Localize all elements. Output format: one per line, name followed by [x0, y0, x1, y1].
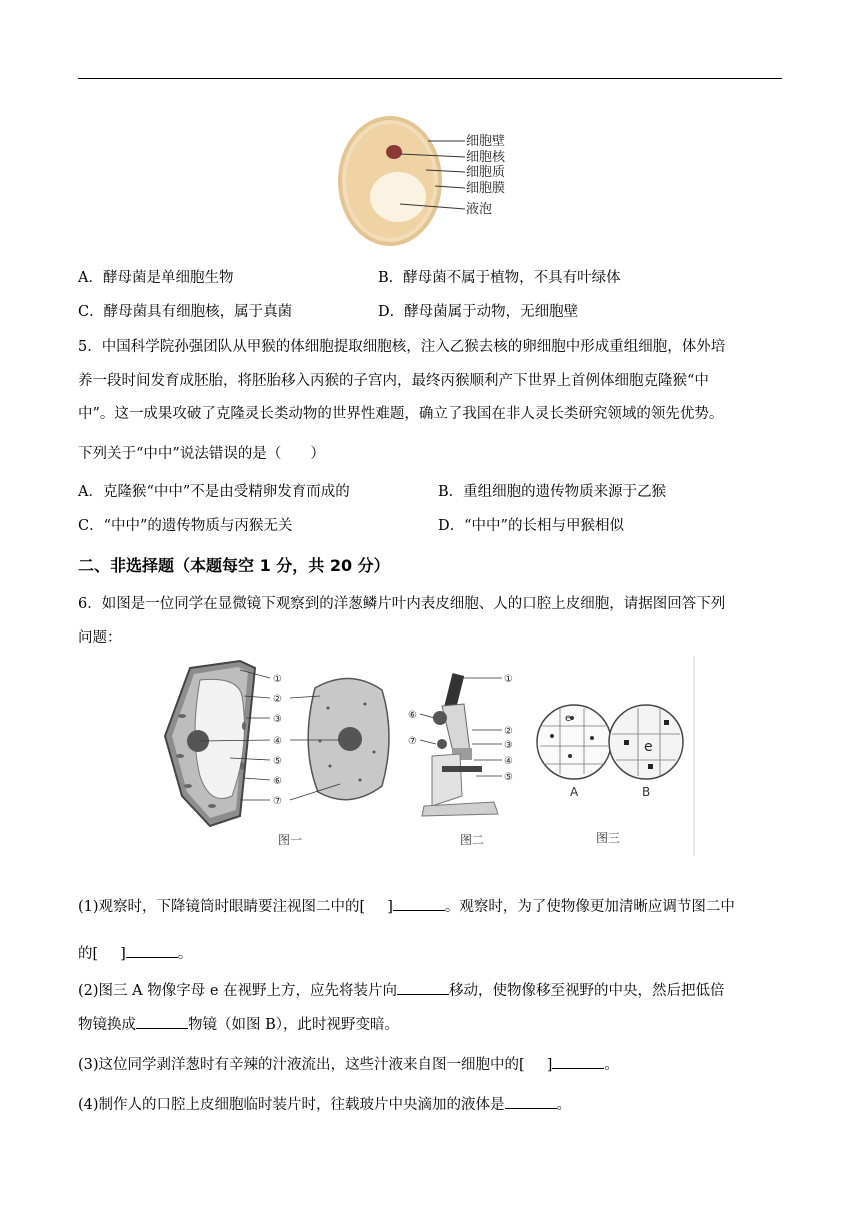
q4-option-d: D．酵母菌属于动物，无细胞壁 — [378, 304, 579, 320]
q6-sub2-line-2 — [78, 1014, 399, 1035]
label-cell-wall: 细胞壁 — [466, 134, 506, 149]
microscope-diagram — [422, 673, 498, 816]
q6-sub2-line-1 — [78, 980, 725, 1001]
fig2-num-4: ④ — [504, 756, 513, 767]
q6-sub3-text-a: (3)这位同学剥洋葱时有辛辣的汁液流出，这些汁液来自图一细胞中的[ — [78, 1057, 525, 1073]
label-nucleus: 细胞核 — [466, 150, 506, 165]
q5-stem-line-1: 5．中国科学院孙强团队从甲猴的体细胞提取细胞核，注入乙猴去核的卵细胞中形成重组细胞，体外培 — [78, 339, 726, 355]
q4-option-b: B．酵母菌不属于植物，不具有叶绿体 — [378, 270, 621, 286]
q6-sub2-text-b: 移动，使物像移至视野的中央，然后把低倍 — [449, 983, 725, 999]
fig3-label-a: A — [570, 785, 579, 799]
fig1-num-6: ⑥ — [273, 776, 282, 787]
q5-option-c: C．“中中”的遗传物质与丙猴无关 — [78, 518, 293, 534]
header-rule — [78, 78, 782, 79]
q4-option-a: A．酵母菌是单细胞生物 — [78, 270, 234, 286]
q6-figures — [160, 656, 700, 856]
answer-blank[interactable] — [126, 943, 178, 958]
field-of-view-a — [537, 705, 611, 779]
q6-sub1-text-b: ] — [387, 899, 393, 915]
q5-option-b: B．重组细胞的遗传物质来源于乙猴 — [438, 484, 667, 500]
field-of-view-b — [609, 705, 683, 779]
fig1-num-2: ② — [273, 694, 282, 705]
fig1-num-5: ⑤ — [273, 756, 282, 767]
q6-sub1-text-d: 的[ — [78, 946, 99, 962]
fig3-caption: 图三 — [596, 831, 621, 845]
q6-sub4-text-b: 。 — [556, 1097, 572, 1113]
cheek-cell-diagram — [308, 678, 389, 799]
fig2-num-1: ① — [504, 674, 513, 685]
answer-blank[interactable] — [136, 1014, 188, 1029]
answer-blank[interactable] — [505, 1094, 557, 1109]
q6-sub3-text-b: ] — [546, 1057, 553, 1073]
q6-sub1-text-f: 。 — [177, 946, 193, 962]
fig1-num-7: ⑦ — [273, 796, 282, 807]
fig1-num-1: ① — [273, 674, 282, 685]
yeast-cell-figure — [330, 112, 540, 250]
q6-sub2-text-a: (2)图三 A 物像字母 e 在视野上方，应先将装片向 — [78, 983, 398, 999]
q6-sub3-text-c: 。 — [604, 1057, 619, 1073]
q5-stem-line-4: 下列关于“中中”说法错误的是（ ） — [78, 446, 325, 462]
q6-sub1-line-2 — [78, 943, 192, 964]
q5-stem-line-2: 养一段时间发育成胚胎，将胚胎移入丙猴的子宫内，最终丙猴顺利产下世界上首例体细胞克隆猴“中 — [78, 373, 709, 389]
fig2-num-5: ⑤ — [504, 772, 513, 783]
answer-blank[interactable] — [393, 896, 445, 911]
plant-cell-diagram — [165, 661, 255, 826]
q6-stem-line-2: 问题： — [78, 630, 122, 646]
fig3-label-b: B — [642, 785, 651, 799]
label-cell-membrane: 细胞膜 — [466, 181, 506, 196]
q6-sub2-text-c: 物镜换成 — [78, 1017, 136, 1033]
q6-sub4-line — [78, 1094, 571, 1115]
q6-sub1-text-c: 。观察时，为了使物像更加清晰应调节图二中 — [444, 899, 735, 915]
fig3-letter-a: e — [565, 713, 572, 724]
q6-sub2-text-d: 物镜（如图 B），此时视野变暗。 — [188, 1017, 400, 1033]
q6-sub1-text-e: ] — [120, 946, 126, 962]
q6-sub1-text-a: (1)观察时，下降镜筒时眼睛要注视图二中的[ — [78, 899, 366, 915]
q5-option-a: A．克隆猴“中中”不是由受精卵发育而成的 — [78, 484, 350, 500]
q4-option-c: C．酵母菌具有细胞核，属于真菌 — [78, 304, 293, 320]
fig2-num-3: ③ — [504, 740, 513, 751]
q6-stem-line-1: 6．如图是一位同学在显微镜下观察到的洋葱鳞片叶内表皮细胞、人的口腔上皮细胞，请据图回答下列 — [78, 596, 726, 612]
fig3-letter-b: e — [644, 739, 653, 755]
q5-stem-line-3: 中”。这一成果攻破了克隆灵长类动物的世界性难题，确立了我国在非人灵长类研究领域的领先优势。 — [78, 406, 724, 422]
section-heading: 二、非选择题（本题每空 1 分，共 20 分） — [78, 556, 390, 575]
q5-option-d: D．“中中”的长相与甲猴相似 — [438, 518, 624, 534]
q6-sub3-line — [78, 1054, 619, 1075]
fig2-num-2: ② — [504, 726, 513, 737]
fig2-num-7: ⑦ — [408, 736, 417, 747]
label-cytoplasm: 细胞质 — [466, 165, 506, 180]
fig1-num-3: ③ — [273, 714, 282, 725]
fig2-caption: 图二 — [460, 833, 485, 847]
answer-blank[interactable] — [552, 1054, 604, 1069]
label-vacuole: 液泡 — [466, 202, 493, 217]
q6-sub4-text-a: (4)制作人的口腔上皮细胞临时装片时，往载玻片中央滴加的液体是 — [78, 1097, 505, 1113]
fig2-num-6: ⑥ — [408, 710, 417, 721]
fig1-num-4: ④ — [273, 736, 282, 747]
answer-blank[interactable] — [397, 980, 449, 995]
q6-sub1-line-1 — [78, 896, 735, 917]
fig1-caption: 图一 — [278, 833, 303, 847]
